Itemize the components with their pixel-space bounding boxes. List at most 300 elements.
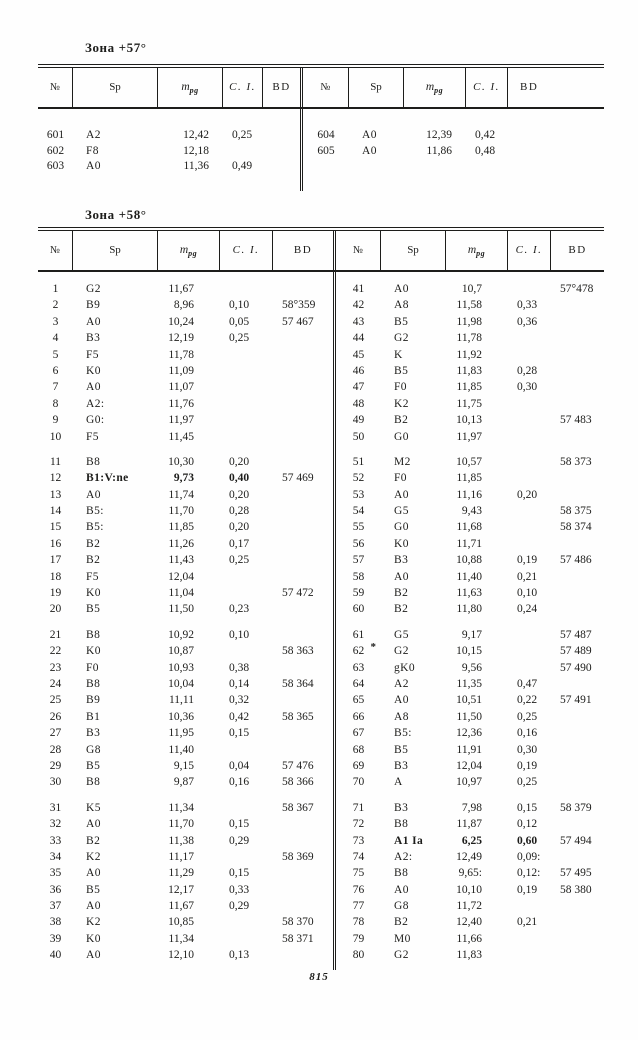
table-row [336, 643, 604, 659]
table-body [38, 270, 333, 970]
cell-bd-number: 57 489 [560, 645, 592, 658]
cell-spectrum: A0 [86, 900, 101, 913]
cell-magnitude: 11,83 [456, 364, 482, 377]
cell-color-index: 0,40 [229, 472, 250, 485]
cell-spectrum: K0 [86, 645, 101, 658]
table-row [38, 676, 333, 692]
header-cell-color-index: C. I. [466, 68, 508, 107]
cell-number: 31 [49, 801, 62, 814]
cell-color-index [220, 800, 273, 816]
cell-color-index: 0,20 [229, 521, 250, 534]
cell-color-index: 0,33 [517, 299, 538, 312]
cell-number: 16 [49, 537, 62, 550]
cell-number: 15 [49, 521, 62, 534]
cell-spectrum: A0 [362, 144, 377, 157]
cell-number: 58 [352, 570, 365, 583]
cell-bd-number: 57 476 [282, 759, 314, 772]
table-row [38, 314, 333, 330]
cell-spectrum: A0 [86, 867, 101, 880]
cell-magnitude: 11,76 [168, 397, 194, 410]
header-cell-mpg [446, 231, 508, 270]
cell-color-index [220, 849, 273, 865]
cell-number: 62 * [352, 641, 376, 658]
cell-magnitude: 11,70 [168, 818, 194, 831]
cell-number: 44 [352, 332, 365, 345]
cell-bd-number [551, 347, 604, 363]
cell-bd-number [273, 660, 333, 676]
cell-number: 79 [352, 932, 365, 945]
cell-bd-number: 57 469 [282, 472, 314, 485]
cell-color-index [508, 627, 551, 643]
cell-number: 32 [49, 818, 62, 831]
cell-number: 41 [352, 283, 365, 295]
cell-number: 18 [49, 570, 62, 583]
table-row [38, 849, 333, 865]
cell-spectrum: F8 [86, 144, 99, 157]
cell-bd-number [273, 552, 333, 568]
cell-number: 2 [52, 299, 59, 312]
cell-number: 602 [46, 144, 65, 157]
cell-spectrum: B5: [86, 521, 104, 534]
table-row [38, 833, 333, 849]
cell-bd-number [551, 487, 604, 503]
cell-color-index: 0,15 [229, 818, 250, 831]
cell-spectrum: B3 [394, 759, 409, 772]
cell-number: 63 [352, 661, 365, 674]
cell-bd-number: 57 487 [560, 628, 592, 641]
cell-bd-number: 58 367 [282, 801, 314, 814]
cell-color-index: 0,60 [517, 834, 538, 847]
table-row [38, 947, 333, 963]
cell-spectrum: A0 [86, 818, 101, 831]
table-row [38, 396, 333, 412]
cell-number: 54 [352, 505, 365, 518]
cell-color-index [220, 643, 273, 659]
table-row [38, 758, 333, 774]
cell-bd-number [273, 569, 333, 585]
table-row [336, 676, 604, 692]
cell-magnitude: 12,42 [183, 129, 209, 141]
cell-spectrum: B8 [394, 867, 409, 880]
zone-58-section [38, 207, 604, 970]
cell-spectrum: B3 [394, 554, 409, 567]
cell-magnitude: 11,83 [456, 949, 482, 962]
cell-bd-number: 57 467 [282, 315, 314, 328]
cell-bd-number [551, 931, 604, 947]
cell-magnitude: 11,09 [168, 364, 194, 377]
cell-spectrum: G8 [394, 900, 409, 913]
cell-bd-number: 58 373 [560, 455, 592, 468]
cell-color-index [220, 363, 273, 379]
cell-color-index [508, 470, 551, 486]
table-row [336, 454, 604, 470]
cell-spectrum: F0 [86, 661, 99, 674]
cell-spectrum: A0 [394, 283, 409, 295]
table-row [38, 692, 333, 708]
cell-spectrum: A1 Ia [394, 834, 424, 847]
table-row [38, 412, 333, 428]
cell-bd-number [273, 725, 333, 741]
table-row [336, 396, 604, 412]
cell-spectrum: K2 [394, 397, 409, 410]
cell-spectrum: B3 [86, 727, 101, 740]
cell-number: 23 [49, 661, 62, 674]
table-row [336, 882, 604, 898]
cell-color-index [508, 503, 551, 519]
cell-color-index: 0,25 [229, 332, 250, 345]
cell-spectrum: A0 [86, 381, 101, 394]
table-row [336, 487, 604, 503]
cell-magnitude: 12,10 [168, 949, 194, 962]
cell-bd-number [273, 281, 333, 297]
table-row [336, 297, 604, 313]
right-half [333, 231, 604, 970]
cell-magnitude: 11,43 [168, 554, 194, 567]
cell-number: 77 [352, 900, 365, 913]
header-cell-bd: BD [568, 244, 587, 256]
mpg-symbol: m [425, 81, 435, 93]
cell-magnitude: 11,34 [168, 932, 194, 945]
cell-bd-number [273, 454, 333, 470]
cell-magnitude: 11,16 [456, 488, 482, 501]
cell-bd-number [273, 412, 333, 428]
cell-spectrum: F5 [86, 570, 99, 583]
cell-spectrum: B9 [86, 694, 101, 707]
cell-number: 43 [352, 315, 365, 328]
cell-bd-number [551, 709, 604, 725]
cell-bd-number [273, 363, 333, 379]
cell-magnitude: 12,18 [183, 144, 209, 157]
table-row [336, 519, 604, 535]
left-half [38, 231, 333, 970]
header-cell-bd: BD [272, 81, 291, 93]
cell-number: 3 [52, 315, 59, 328]
cell-bd-number: 57 472 [282, 587, 314, 600]
cell-number: 64 [352, 677, 365, 690]
cell-spectrum: G2 [394, 949, 409, 962]
cell-number: 57 [352, 554, 365, 567]
cell-bd-number [551, 297, 604, 313]
cell-number: 9 [52, 414, 59, 427]
table-row [336, 725, 604, 741]
cell-bd-number [273, 692, 333, 708]
cell-magnitude: 11,97 [168, 414, 194, 427]
cell-spectrum: G0 [394, 430, 409, 443]
table-row [336, 742, 604, 758]
cell-bd-number [551, 363, 604, 379]
cell-color-index [220, 412, 273, 428]
cell-magnitude: 10,24 [168, 315, 194, 328]
table-row [336, 569, 604, 585]
cell-spectrum: M2 [394, 455, 411, 468]
table-row [38, 144, 300, 160]
cell-number: 4 [52, 332, 59, 345]
cell-color-index [508, 947, 551, 963]
cell-bd-number [551, 396, 604, 412]
cell-magnitude: 11,74 [168, 488, 194, 501]
cell-bd-number [551, 585, 604, 601]
cell-bd-number: 57 490 [560, 661, 592, 674]
cell-bd-number [551, 947, 604, 963]
cell-spectrum: B8 [86, 677, 101, 690]
cell-bd-number [508, 128, 604, 144]
cell-color-index: 0,23 [229, 603, 250, 616]
table-row [336, 660, 604, 676]
cell-bd-number [551, 470, 604, 486]
cell-number: 65 [352, 694, 365, 707]
mpg-symbol: m [181, 81, 190, 93]
header-bottom-rule [38, 107, 604, 109]
cell-spectrum: B2 [86, 834, 101, 847]
cell-color-index [220, 914, 273, 930]
cell-color-index: 0,14 [229, 677, 250, 690]
table-row [303, 128, 604, 144]
table-row [336, 774, 604, 790]
cell-color-index: 0,19 [517, 759, 538, 772]
cell-spectrum: B5 [86, 883, 101, 896]
cell-number: 25 [49, 694, 62, 707]
cell-magnitude: 11,07 [168, 381, 194, 394]
cell-bd-number: 58°359 [282, 299, 316, 312]
mpg-subscript: pg [434, 86, 444, 96]
cell-bd-number [273, 396, 333, 412]
cell-color-index [508, 412, 551, 428]
cell-color-index: 0,24 [517, 603, 538, 616]
cell-number: 7 [52, 381, 59, 394]
cell-color-index: 0,29 [229, 834, 250, 847]
cell-magnitude: 9,65: [458, 867, 482, 880]
cell-bd-number [263, 128, 300, 144]
cell-magnitude: 9,56 [461, 661, 482, 674]
table-row [38, 660, 333, 676]
cell-spectrum: A0 [86, 488, 101, 501]
table-row [38, 882, 333, 898]
cell-spectrum: B8 [394, 818, 409, 831]
cell-bd-number [551, 914, 604, 930]
cell-spectrum: K5 [86, 801, 101, 814]
cell-number: 10 [49, 430, 62, 443]
cell-magnitude: 11,11 [168, 694, 194, 707]
cell-magnitude: 11,45 [168, 430, 194, 443]
table-row [336, 627, 604, 643]
cell-spectrum: A2 [86, 129, 101, 141]
cell-bd-number [273, 487, 333, 503]
cell-magnitude: 11,71 [456, 537, 482, 550]
cell-color-index: 0,15 [229, 727, 250, 740]
cell-bd-number [551, 314, 604, 330]
cell-spectrum: B1 [86, 710, 101, 723]
cell-spectrum: K0 [86, 932, 101, 945]
cell-color-index: 0,42 [229, 710, 250, 723]
cell-spectrum: B2 [86, 554, 101, 567]
cell-magnitude: 12,49 [456, 850, 482, 863]
header-cell-mpg [158, 68, 223, 107]
cell-spectrum: gK0 [394, 661, 416, 674]
header-cell-spectrum: Sp [73, 231, 158, 270]
star-catalog-table-zone-57 [38, 64, 604, 191]
cell-spectrum: B5 [86, 759, 101, 772]
cell-magnitude: 11,67 [168, 283, 194, 295]
mpg-subscript: pg [188, 249, 198, 259]
mpg-subscript: pg [189, 86, 199, 96]
cell-color-index: 0,15 [229, 867, 250, 880]
cell-spectrum: B2 [394, 414, 409, 427]
cell-number: 46 [352, 364, 365, 377]
table-row [336, 898, 604, 914]
cell-number: 27 [49, 727, 62, 740]
cell-color-index: 0,20 [229, 455, 250, 468]
cell-color-index: 0,12 [517, 818, 538, 831]
cell-color-index: 0,22 [517, 694, 538, 707]
cell-magnitude: 9,73 [173, 472, 194, 485]
cell-spectrum: B8 [86, 455, 101, 468]
cell-color-index: 0,42 [475, 129, 496, 141]
cell-magnitude: 11,04 [168, 587, 194, 600]
cell-color-index [220, 379, 273, 395]
cell-magnitude: 6,25 [461, 834, 482, 847]
cell-number: 14 [49, 505, 62, 518]
cell-color-index: 0,25 [232, 129, 253, 141]
table-row [38, 865, 333, 881]
cell-color-index: 0,12: [517, 867, 541, 880]
cell-magnitude: 11,80 [456, 603, 482, 616]
table-row [38, 816, 333, 832]
cell-color-index: 0,47 [517, 677, 538, 690]
cell-number: 69 [352, 759, 365, 772]
cell-spectrum: B5 [394, 315, 409, 328]
table-row [336, 692, 604, 708]
cell-number: 52 [352, 472, 365, 485]
header-cell-mpg [158, 231, 220, 270]
cell-spectrum: A2 [394, 677, 409, 690]
cell-number: 40 [49, 949, 62, 962]
cell-spectrum: G2 [86, 283, 101, 295]
cell-bd-number [551, 601, 604, 617]
cell-bd-number: 58 365 [282, 710, 314, 723]
cell-number: 76 [352, 883, 365, 896]
table-row [38, 914, 333, 930]
cell-color-index: 0,04 [229, 759, 250, 772]
cell-magnitude: 12,04 [168, 570, 194, 583]
table-row [38, 429, 333, 445]
cell-color-index [220, 396, 273, 412]
cell-magnitude: 11,58 [456, 299, 482, 312]
cell-spectrum: A2: [86, 397, 105, 410]
cell-color-index [220, 569, 273, 585]
table-row [38, 454, 333, 470]
table-row [38, 297, 333, 313]
header-cell-color-index: C. I. [223, 68, 263, 107]
cell-spectrum: B2 [394, 587, 409, 600]
cell-spectrum: M0 [394, 932, 411, 945]
cell-magnitude: 10,85 [168, 916, 194, 929]
cell-bd-number [273, 627, 333, 643]
cell-spectrum: A0 [394, 883, 409, 896]
cell-spectrum: G5 [394, 628, 409, 641]
cell-color-index: 0,16 [517, 727, 538, 740]
cell-color-index: 0,38 [229, 661, 250, 674]
cell-color-index: 0,17 [229, 537, 250, 550]
cell-magnitude: 11,40 [168, 743, 194, 756]
table-row [38, 742, 333, 758]
cell-spectrum: B3 [86, 332, 101, 345]
table-body [336, 270, 604, 970]
cell-color-index [220, 742, 273, 758]
cell-spectrum: K2 [86, 916, 101, 929]
column-header-row [336, 231, 604, 270]
cell-number: 13 [49, 488, 62, 501]
cell-magnitude: 7,98 [461, 801, 482, 814]
cell-magnitude: 10,57 [456, 455, 482, 468]
cell-spectrum: K0 [394, 537, 409, 550]
table-row [38, 643, 333, 659]
cell-spectrum: F0 [394, 381, 407, 394]
cell-color-index [508, 643, 551, 659]
cell-number: 38 [49, 916, 62, 929]
table-row [336, 536, 604, 552]
table-row [336, 585, 604, 601]
right-half [300, 68, 604, 191]
column-header-row [38, 231, 333, 270]
cell-bd-number [273, 833, 333, 849]
table-row [38, 725, 333, 741]
cell-magnitude: 11,98 [456, 315, 482, 328]
column-header-row [38, 68, 300, 107]
header-cell-number: № [38, 231, 73, 270]
cell-color-index [508, 536, 551, 552]
cell-spectrum: B5: [394, 727, 412, 740]
cell-bd-number [508, 144, 604, 160]
cell-color-index: 0,28 [517, 364, 538, 377]
cell-color-index [220, 429, 273, 445]
cell-color-index: 0,10 [517, 587, 538, 600]
cell-magnitude: 12,39 [426, 129, 452, 141]
cell-magnitude: 11,40 [456, 570, 482, 583]
cell-bd-number [551, 330, 604, 346]
header-cell-color-index: C. I. [508, 231, 551, 270]
cell-color-index: 0,30 [517, 743, 538, 756]
cell-spectrum: K0 [86, 587, 101, 600]
cell-spectrum: A0 [394, 488, 409, 501]
cell-spectrum: B5 [394, 364, 409, 377]
cell-bd-number [273, 330, 333, 346]
cell-bd-number: 58 380 [560, 883, 592, 896]
cell-bd-number [273, 379, 333, 395]
table-body [38, 107, 300, 191]
cell-magnitude: 10,7 [461, 283, 482, 295]
cell-magnitude: 11,36 [183, 160, 209, 172]
table-row [38, 601, 333, 617]
cell-number: 22 [49, 645, 62, 658]
cell-spectrum: G0: [86, 414, 105, 427]
header-cell-mpg [404, 68, 466, 107]
cell-color-index: 0,28 [229, 505, 250, 518]
cell-bd-number [273, 536, 333, 552]
cell-bd-number [273, 947, 333, 963]
cell-color-index: 0,20 [229, 488, 250, 501]
table-row [336, 552, 604, 568]
cell-magnitude: 11,35 [456, 677, 482, 690]
cell-magnitude: 11,97 [456, 430, 482, 443]
table-row [38, 159, 300, 175]
cell-color-index: 0,49 [232, 160, 253, 172]
cell-spectrum: B8 [86, 776, 101, 789]
cell-number: 28 [49, 743, 62, 756]
cell-magnitude: 11,91 [456, 743, 482, 756]
cell-number: 26 [49, 710, 62, 723]
cell-spectrum: K0 [86, 364, 101, 377]
mpg-symbol: m [179, 244, 189, 256]
